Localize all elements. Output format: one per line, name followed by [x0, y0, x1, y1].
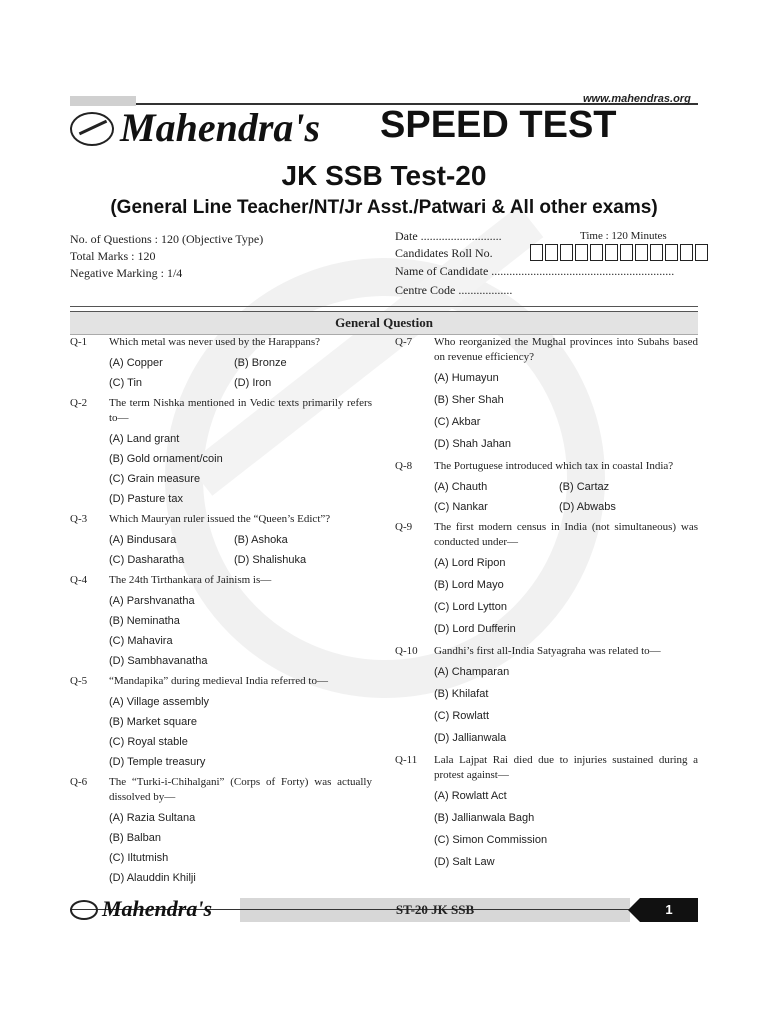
- answer-option[interactable]: (C) Iltutmish: [109, 852, 169, 864]
- section-title: General Question: [70, 311, 698, 335]
- answer-option[interactable]: (D) Sambhavanatha: [109, 655, 208, 667]
- answer-option[interactable]: (C) Mahavira: [109, 635, 173, 647]
- answer-option[interactable]: (D) Shah Jahan: [434, 438, 512, 450]
- question-text: Who reorganized the Mughal provinces into Subahs based on revenue efficiency?: [434, 336, 698, 363]
- question-number: Q-6: [70, 776, 88, 788]
- question-number: Q-7: [395, 336, 413, 348]
- question-item: [70, 775, 372, 886]
- answer-option[interactable]: (B) Gold ornament/coin: [109, 453, 223, 465]
- website-url: www.mahendras.org: [583, 93, 691, 105]
- question-item: [70, 512, 372, 568]
- question-text: The 24th Tirthankara of Jainism is—: [109, 574, 272, 586]
- question-item: [70, 335, 372, 391]
- question-number: Q-5: [70, 675, 88, 687]
- page-chevron-icon: [628, 898, 640, 922]
- question-number: Q-9: [395, 521, 413, 533]
- answer-option[interactable]: (D) Abwabs: [559, 501, 616, 513]
- answer-option[interactable]: (A) Lord Ripon: [434, 557, 506, 569]
- answer-option[interactable]: (A) Champaran: [434, 666, 510, 678]
- answer-option[interactable]: (D) Alauddin Khilji: [109, 872, 196, 884]
- question-text: The Portuguese introduced which tax in coastal India?: [434, 460, 674, 472]
- answer-option[interactable]: (C) Grain measure: [109, 473, 201, 485]
- total-marks: Total Marks : 120: [70, 249, 156, 263]
- answer-option[interactable]: (B) Ashoka: [234, 534, 288, 546]
- question-item: [395, 335, 698, 452]
- answer-option[interactable]: (D) Shalishuka: [234, 554, 307, 566]
- answer-option[interactable]: (C) Tin: [109, 377, 142, 389]
- answer-option[interactable]: (A) Land grant: [109, 433, 180, 445]
- answer-option[interactable]: (D) Iron: [234, 377, 272, 389]
- question-text: Lala Lajpat Rai died due to injuries sustained during a protest against—: [434, 754, 698, 781]
- answer-option[interactable]: (D) Pasture tax: [109, 493, 183, 505]
- answer-option[interactable]: (B) Bronze: [234, 357, 287, 369]
- answer-option[interactable]: (B) Market square: [109, 716, 198, 728]
- question-count: No. of Questions : 120 (Objective Type): [70, 232, 264, 246]
- question-item: [70, 674, 372, 770]
- test-title: JK SSB Test-20: [281, 160, 487, 191]
- question-number: Q-3: [70, 513, 88, 525]
- question-item: [70, 573, 372, 669]
- question-text: The “Turki-i-Chihalgani” (Corps of Forty) was actually dissolved by—: [109, 776, 372, 803]
- answer-option[interactable]: (A) Parshvanatha: [109, 595, 195, 607]
- answer-option[interactable]: (C) Royal stable: [109, 736, 188, 748]
- roll-number-label: Candidates Roll No.: [395, 246, 493, 260]
- question-number: Q-8: [395, 460, 413, 472]
- footer-brand: Mahendra's: [102, 896, 213, 921]
- answer-option[interactable]: (C) Lord Lytton: [434, 601, 507, 613]
- question-text: Which metal was never used by the Harappans?: [109, 336, 321, 348]
- answer-option[interactable]: (A) Humayun: [434, 372, 499, 384]
- answer-option[interactable]: (B) Neminatha: [109, 615, 180, 627]
- roll-number-boxes[interactable]: [530, 244, 710, 261]
- answer-option[interactable]: (A) Chauth: [434, 481, 488, 493]
- footer-logo-icon: [70, 900, 98, 920]
- answer-option[interactable]: (D) Jallianwala: [434, 732, 507, 744]
- left-question-column: [70, 335, 372, 891]
- question-item: [395, 459, 698, 515]
- question-text: The term Nishka mentioned in Vedic texts primarily refers to—: [109, 397, 372, 424]
- answer-option[interactable]: (B) Lord Mayo: [434, 579, 504, 591]
- answer-option[interactable]: (B) Sher Shah: [434, 394, 504, 406]
- brand-name: Mahendra's: [120, 105, 321, 150]
- candidate-name-field: Name of Candidate .............................................................: [395, 264, 675, 278]
- header-divider: [70, 306, 698, 307]
- question-item: [395, 520, 698, 637]
- footer-test-code: ST-20 JK SSB: [395, 902, 475, 917]
- answer-option[interactable]: (B) Balban: [109, 832, 161, 844]
- right-question-column: [395, 335, 698, 877]
- question-number: Q-11: [395, 754, 418, 766]
- negative-marking: Negative Marking : 1/4: [70, 266, 183, 280]
- answer-option[interactable]: (C) Nankar: [434, 501, 488, 513]
- centre-code-field: Centre Code ..................: [395, 283, 513, 297]
- answer-option[interactable]: (A) Razia Sultana: [109, 812, 196, 824]
- question-text: “Mandapika” during medieval India referred to—: [109, 675, 328, 687]
- product-name: SPEED TEST: [380, 104, 617, 146]
- page-number: 1: [640, 898, 698, 922]
- answer-option[interactable]: (B) Khilafat: [434, 688, 489, 700]
- question-item: [395, 644, 698, 746]
- test-subtitle: (General Line Teacher/NT/Jr Asst./Patwari & All other exams): [110, 197, 658, 218]
- answer-option[interactable]: (C) Dasharatha: [109, 554, 185, 566]
- question-number: Q-2: [70, 397, 88, 409]
- answer-option[interactable]: (C) Simon Commission: [434, 834, 548, 846]
- answer-option[interactable]: (B) Jallianwala Bagh: [434, 812, 535, 824]
- question-text: Gandhi’s first all-India Satyagraha was related to—: [434, 645, 661, 657]
- answer-option[interactable]: (A) Rowlatt Act: [434, 790, 507, 802]
- answer-option[interactable]: (A) Copper: [109, 357, 163, 369]
- question-number: Q-1: [70, 336, 88, 348]
- answer-option[interactable]: (A) Bindusara: [109, 534, 177, 546]
- answer-option[interactable]: (A) Village assembly: [109, 696, 210, 708]
- answer-option[interactable]: (D) Temple treasury: [109, 756, 206, 768]
- question-number: Q-4: [70, 574, 88, 586]
- answer-option[interactable]: (D) Salt Law: [434, 856, 495, 868]
- time-limit: Time : 120 Minutes: [580, 230, 667, 242]
- answer-option[interactable]: (C) Rowlatt: [434, 710, 490, 722]
- answer-option[interactable]: (B) Cartaz: [559, 481, 610, 493]
- answer-option[interactable]: (D) Lord Dufferin: [434, 623, 516, 635]
- question-item: [70, 396, 372, 507]
- question-text: Which Mauryan ruler issued the “Queen’s Edict”?: [109, 513, 331, 525]
- answer-option[interactable]: (C) Akbar: [434, 416, 481, 428]
- test-info: [70, 231, 263, 282]
- date-field: Date ...........................: [395, 229, 502, 243]
- question-item: [395, 753, 698, 870]
- question-text: The first modern census in India (not simultaneous) was conducted under—: [434, 521, 698, 548]
- question-number: Q-10: [395, 645, 418, 657]
